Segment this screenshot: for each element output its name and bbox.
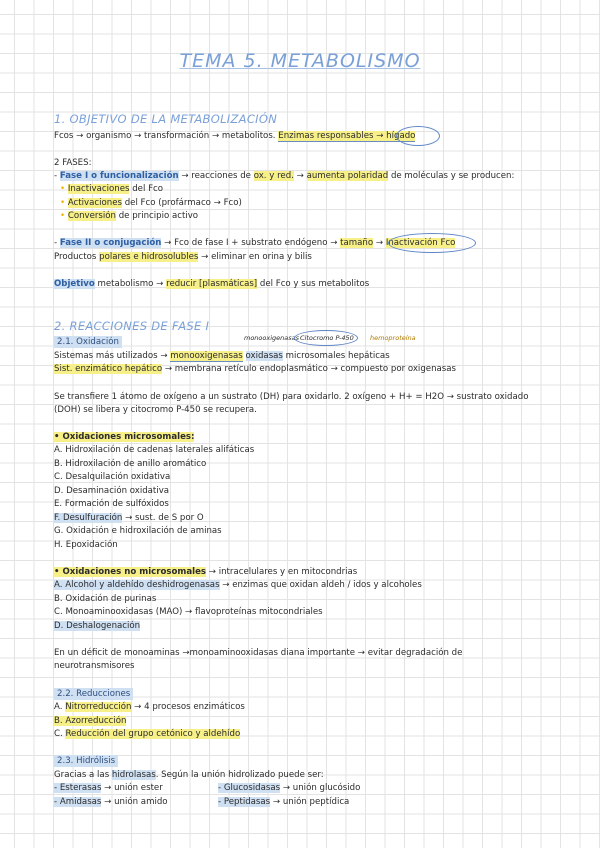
enzyme-amidasas: - Amidasas → unión amido: [54, 797, 168, 807]
line-neurotransmisores: neurotransmisores: [54, 661, 135, 671]
subheading-hidrolisis: 2.3. Hidrólisis: [54, 755, 118, 767]
page-title: TEMA 5. METABOLISMO: [179, 50, 421, 72]
nomicro-item-d: D. Deshalogenación: [54, 621, 141, 631]
subheading-reducciones: 2.2. Reducciones: [54, 688, 133, 700]
circle-inactivacion: [388, 233, 476, 253]
line-productos: Productos polares e hidrosolubles → eliminar en orina y bilis: [54, 252, 312, 262]
nomicro-item-a: A. Alcohol y aldehído deshidrogenasas → enzimas que oxidan aldeh / idos y alcoholes: [54, 580, 422, 590]
micro-item: C. Desalquilación oxidativa: [54, 472, 171, 482]
line-transfiere: Se transfiere 1 átomo de oxígeno a un sustrato (DH) para oxidarlo. 2 oxígeno + H+ = H2O → sustrato oxidado: [54, 392, 529, 402]
line-sist-enzimatico: Sist. enzimático hepático → membrana retículo endoplasmático → compuesto por oxigenasas: [54, 364, 456, 374]
nomicro-heading: • Oxidaciones no microsomales → intracelulares y en mitocondrias: [54, 567, 358, 577]
micro-heading: • Oxidaciones microsomales:: [54, 432, 195, 442]
line-fases: 2 FASES:: [54, 158, 92, 168]
line-fase1: - Fase I o funcionalización → reacciones de ox. y red. → aumenta polaridad de moléculas y se producen:: [54, 171, 515, 181]
line-fase2: - Fase II o conjugación → Fco de fase I + substrato endógeno → tamaño → Inactivación Fco: [54, 238, 456, 248]
note-citocromo: Citocromo P-450: [300, 334, 354, 342]
section-1-heading: 1. OBJETIVO DE LA METABOLIZACIÓN: [54, 112, 278, 126]
hl-enzimas: Enzimas responsables → hígado: [278, 131, 416, 141]
section-2-heading: 2. REACCIONES DE FASE I: [54, 319, 210, 333]
subheading-oxidacion: 2.1. Oxidación: [54, 336, 122, 348]
bullet-conversion: • Conversión de principio activo: [60, 211, 199, 221]
fase2-label: Fase II o conjugación: [59, 238, 162, 248]
line-sistemas: Sistemas más utilizados → monooxigenasas oxidasas microsomales hepáticas: [54, 351, 390, 361]
line-objetivo: Objetivo metabolismo → reducir [plasmáticas] del Fco y sus metabolitos: [54, 279, 370, 289]
reduc-item-c: C. Reducción del grupo cetónico y aldehído: [54, 729, 241, 739]
enzyme-peptidasas: - Peptidasas → unión peptídica: [218, 797, 350, 807]
circle-higado: [396, 126, 440, 146]
micro-item-h: H. Epoxidación: [54, 540, 118, 550]
line-deficit: En un déficit de monoaminas →monoaminooxidasas diana importante → evitar degradación de: [54, 648, 463, 658]
enzyme-glucosidasas: - Glucosidasas → unión glucósido: [218, 783, 361, 793]
micro-item: A. Hidroxilación de cadenas laterales alifáticas: [54, 445, 255, 455]
bullet-activaciones: • Activaciones del Fco (profármaco → Fco): [60, 198, 242, 208]
reduc-item-b: B. Azorreducción: [54, 716, 127, 726]
line-fcos: Fcos → organismo → transformación → metabolitos. Enzimas responsables → hígado: [54, 131, 416, 141]
note-hemoproteina: hemoproteína: [370, 334, 416, 342]
micro-item-f: F. Desulfuración → sust. de S por O: [54, 513, 204, 523]
fase1-label: Fase I o funcionalización: [59, 171, 179, 181]
micro-item: E. Formación de sulfóxidos: [54, 499, 169, 509]
enzyme-esterasas: - Esterasas → unión ester: [54, 783, 163, 793]
micro-item: B. Hidroxilación de anillo aromático: [54, 459, 207, 469]
line-doh: (DOH) se libera y citocromo P-450 se recupera.: [54, 405, 257, 415]
reduc-item-a: A. Nitrorreducción → 4 procesos enzimáticos: [54, 702, 245, 712]
line-hidrolasas: Gracias a las hidrolasas. Según la unión hidrolizado puede ser:: [54, 770, 324, 780]
micro-item: D. Desaminación oxidativa: [54, 486, 170, 496]
nomicro-item-b: B. Oxidación de purinas: [54, 594, 157, 604]
nomicro-item-c: C. Monoaminooxidasas (MAO) → flavoproteínas mitocondriales: [54, 607, 323, 617]
circle-citocromo: [294, 330, 358, 346]
bullet-inactivaciones: • Inactivaciones del Fco: [60, 184, 164, 194]
micro-item-g: G. Oxidación e hidroxilación de aminas: [54, 526, 222, 536]
note-monooxigenasas: monooxigenasas: [244, 334, 300, 342]
